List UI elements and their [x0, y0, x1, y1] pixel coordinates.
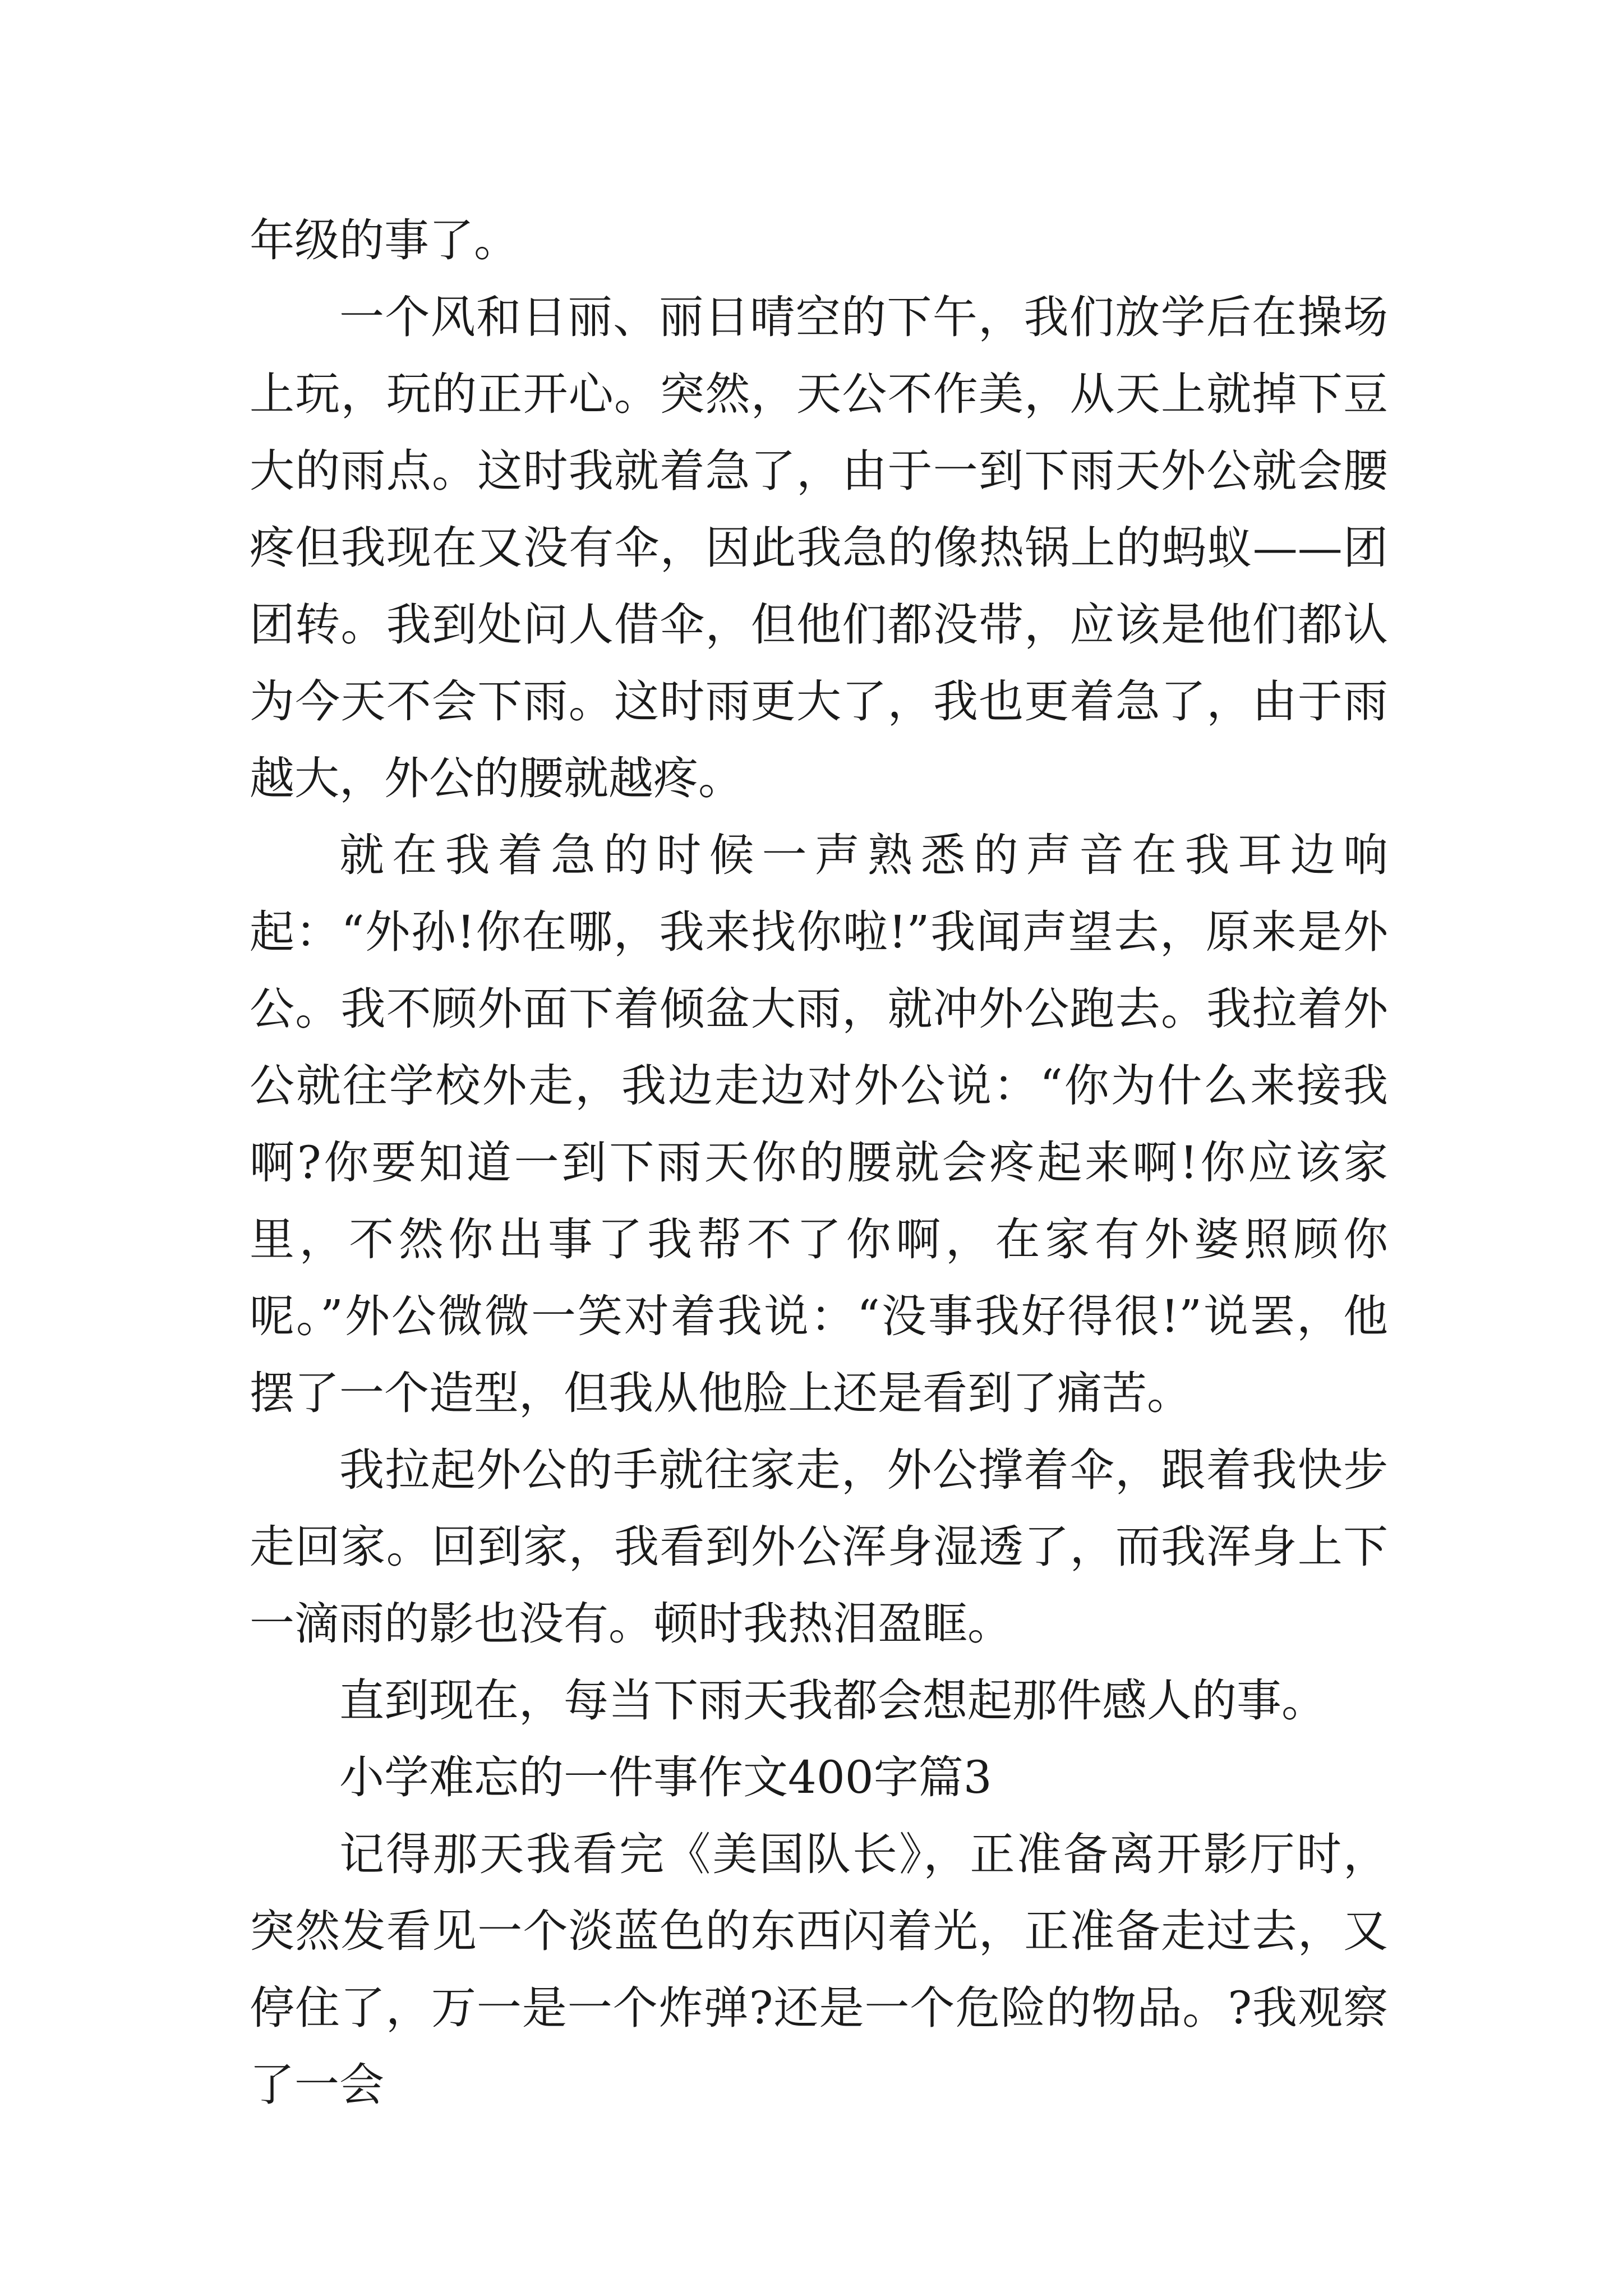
- paragraph-walk-home: 我拉起外公的手就往家走，外公撑着伞，跟着我快步走回家。回到家，我看到外公浑身湿透了，而我浑身上下一滴雨的影也没有。顿时我热泪盈眶。: [250, 1444, 1388, 1650]
- paragraph-captain-america: 记得那天我看完《美国队长》，正准备离开影厅时，突然发看见一个淡蓝色的东西闪着光，正准备走过去，又停住了，万一是一个炸弹?还是一个危险的物品。?我观察了一会: [250, 1828, 1388, 2111]
- paragraph-rain-afternoon: 一个风和日丽、丽日晴空的下午，我们放学后在操场上玩，玩的正开心。突然，天公不作美，从天上就掉下豆大的雨点。这时我就着急了，由于一到下雨天外公就会腰疼但我现在又没有伞，因此我急的像热锅上的蚂蚁——团团转。我到处问人借伞，但他们都没带，应该是他们都认为今天不会下雨。这时雨更大了，我也更着急了，由于雨越大，外公的腰就越疼。: [250, 291, 1388, 804]
- paragraph-grandpa-arrives: 就在我着急的时候一声熟悉的声音在我耳边响起：“外孙!你在哪，我来找你啦!”我闻声望去，原来是外公。我不顾外面下着倾盆大雨，就冲外公跑去。我拉着外公就往学校外走，我边走边对外公说：“你为什么来接我啊?你要知道一到下雨天你的腰就会疼起来啊!你应该家里，不然你出事了我帮不了你啊，在家有外婆照顾你呢。”外公微微一笑对着我说：“没事我好得很!”说罢，他摆了一个造型，但我从他脸上还是看到了痛苦。: [250, 829, 1388, 1419]
- paragraph-memory: 直到现在，每当下雨天我都会想起那件感人的事。: [339, 1674, 1326, 1727]
- body-text: [250, 202, 1388, 2123]
- paragraph-continuation: 年级的事了。: [250, 214, 519, 266]
- section-heading: 小学难忘的一件事作文400字篇3: [339, 1751, 992, 1803]
